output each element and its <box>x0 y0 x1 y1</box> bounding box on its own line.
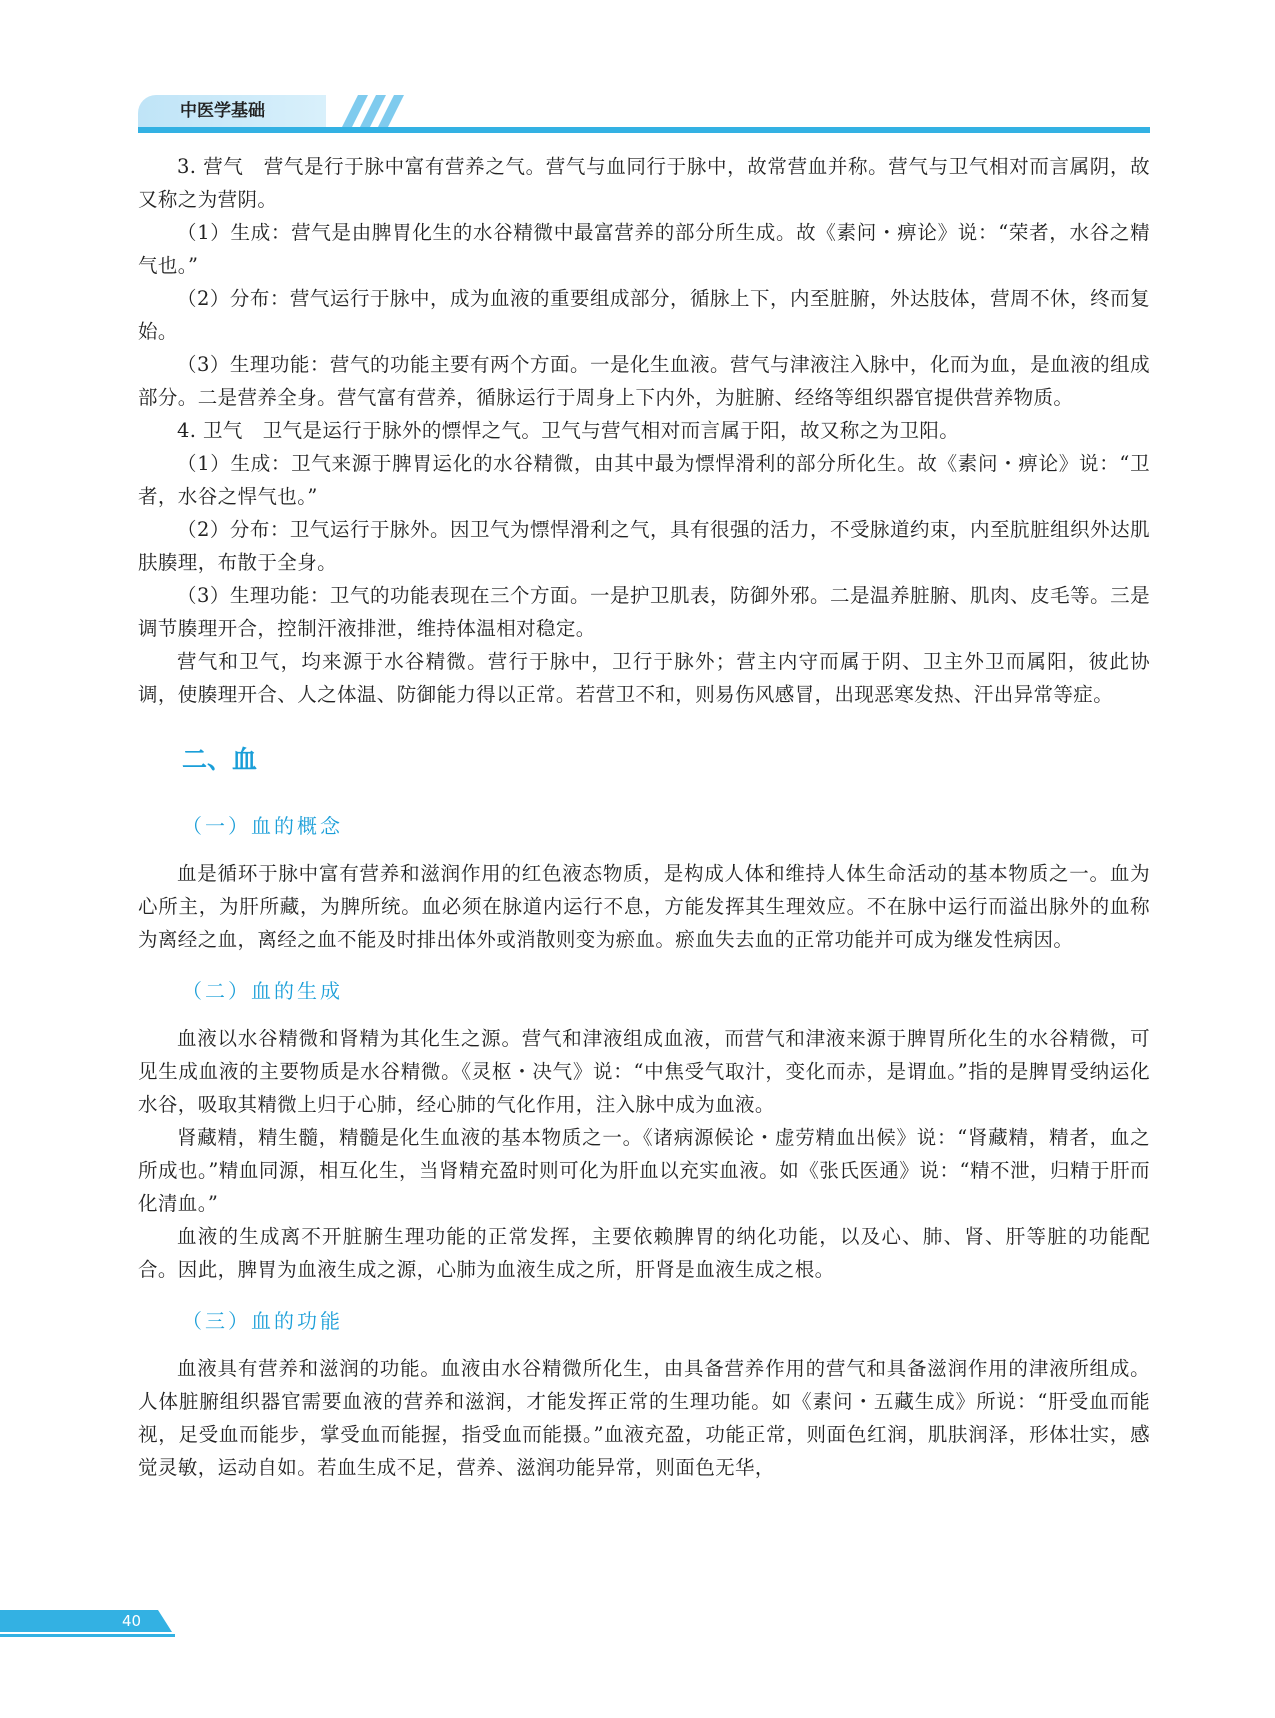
paragraph: 血液具有营养和滋润的功能。血液由水谷精微所化生，由具备营养作用的营气和具备滋润作用的津液所组成。人体脏腑组织器官需要血液的营养和滋润，才能发挥正常的生理功能。如《素问・五藏生成》所说：“肝受血而能视，足受血而能步，掌受血而能握，指受血而能摄。”血液充盈，功能正常，则面色红润，肌肤润泽，形体壮实，感觉灵敏，运动自如。若血生成不足，营养、滋润功能异常，则面色无华， <box>138 1357 1150 1479</box>
header-title: 中医学基础 <box>138 95 326 127</box>
paragraph: 血液以水谷精微和肾精为其化生之源。营气和津液组成血液，而营气和津液来源于脾胃所化生的水谷精微，可见生成血液的主要物质是水谷精微。《灵枢・决气》说：“中焦受气取汁，变化而赤，是谓血。”指的是脾胃受纳运化水谷，吸取其精微上归于心肺，经心肺的气化作用，注入脉中成为血液。 <box>138 1027 1150 1116</box>
paragraph: （1）生成：营气是由脾胃化生的水谷精微中最富营养的部分所生成。故《素问・痹论》说：“荣者，水谷之精气也。” <box>138 221 1150 277</box>
paragraph: 血液的生成离不开脏腑生理功能的正常发挥，主要依赖脾胃的纳化功能，以及心、肺、肾、肝等脏的功能配合。因此，脾胃为血液生成之源，心肺为血液生成之所，肝肾是血液生成之根。 <box>138 1225 1150 1281</box>
header-stripes-decoration <box>328 95 418 127</box>
paragraph: 3. 营气 营气是行于脉中富有营养之气。营气与血同行于脉中，故常营血并称。营气与卫气相对而言属阴，故又称之为营阴。 <box>138 155 1150 211</box>
page-header <box>138 95 1150 135</box>
page-number: 40 <box>122 1612 142 1630</box>
paragraph: （1）生成：卫气来源于脾胃运化的水谷精微，由其中最为慓悍滑利的部分所化生。故《素问・痹论》说：“卫者，水谷之悍气也。” <box>138 452 1150 508</box>
subsection-heading: （二）血的生成 <box>182 979 343 1003</box>
page-footer <box>0 1610 175 1638</box>
paragraph: （3）生理功能：卫气的功能表现在三个方面。一是护卫肌表，防御外邪。二是温养脏腑、肌肉、皮毛等。三是调节腠理开合，控制汗液排泄，维持体温相对稳定。 <box>138 584 1150 640</box>
header-rule <box>138 127 1150 133</box>
page-content <box>138 150 1150 1484</box>
paragraph: 血是循环于脉中富有营养和滋润作用的红色液态物质，是构成人体和维持人体生命活动的基本物质之一。血为心所主，为肝所藏，为脾所统。血必须在脉道内运行不息，方能发挥其生理效应。不在脉中运行而溢出脉外的血称为离经之血，离经之血不能及时排出体外或消散则变为瘀血。瘀血失去血的正常功能并可成为继发性病因。 <box>138 862 1150 951</box>
section-heading: 二、血 <box>182 745 258 774</box>
paragraph: （2）分布：卫气运行于脉外。因卫气为慓悍滑利之气，具有很强的活力，不受脉道约束，内至肮脏组织外达肌肤腠理，布散于全身。 <box>138 518 1150 574</box>
paragraph: （3）生理功能：营气的功能主要有两个方面。一是化生血液。营气与津液注入脉中，化而为血，是血液的组成部分。二是营养全身。营气富有营养，循脉运行于周身上下内外，为脏腑、经络等组织器官提供营养物质。 <box>138 353 1150 409</box>
page-number-tab <box>0 1610 175 1638</box>
paragraph: 肾藏精，精生髓，精髓是化生血液的基本物质之一。《诸病源候论・虚劳精血出候》说：“肾藏精，精者，血之所成也。”精血同源，相互化生，当肾精充盈时则可化为肝血以充实血液。如《张氏医通》说：“精不泄，归精于肝而化清血。” <box>138 1126 1150 1215</box>
paragraph: 4. 卫气 卫气是运行于脉外的慓悍之气。卫气与营气相对而言属于阳，故又称之为卫阳。 <box>177 419 960 442</box>
subsection-heading: （一）血的概念 <box>182 814 343 838</box>
subsection-heading: （三）血的功能 <box>182 1309 343 1333</box>
paragraph: 营气和卫气，均来源于水谷精微。营行于脉中，卫行于脉外；营主内守而属于阴、卫主外卫而属阳，彼此协调，使腠理开合、人之体温、防御能力得以正常。若营卫不和，则易伤风感冒，出现恶寒发热、汗出异常等症。 <box>138 650 1150 706</box>
paragraph: （2）分布：营气运行于脉中，成为血液的重要组成部分，循脉上下，内至脏腑，外达肢体，营周不休，终而复始。 <box>138 287 1150 343</box>
